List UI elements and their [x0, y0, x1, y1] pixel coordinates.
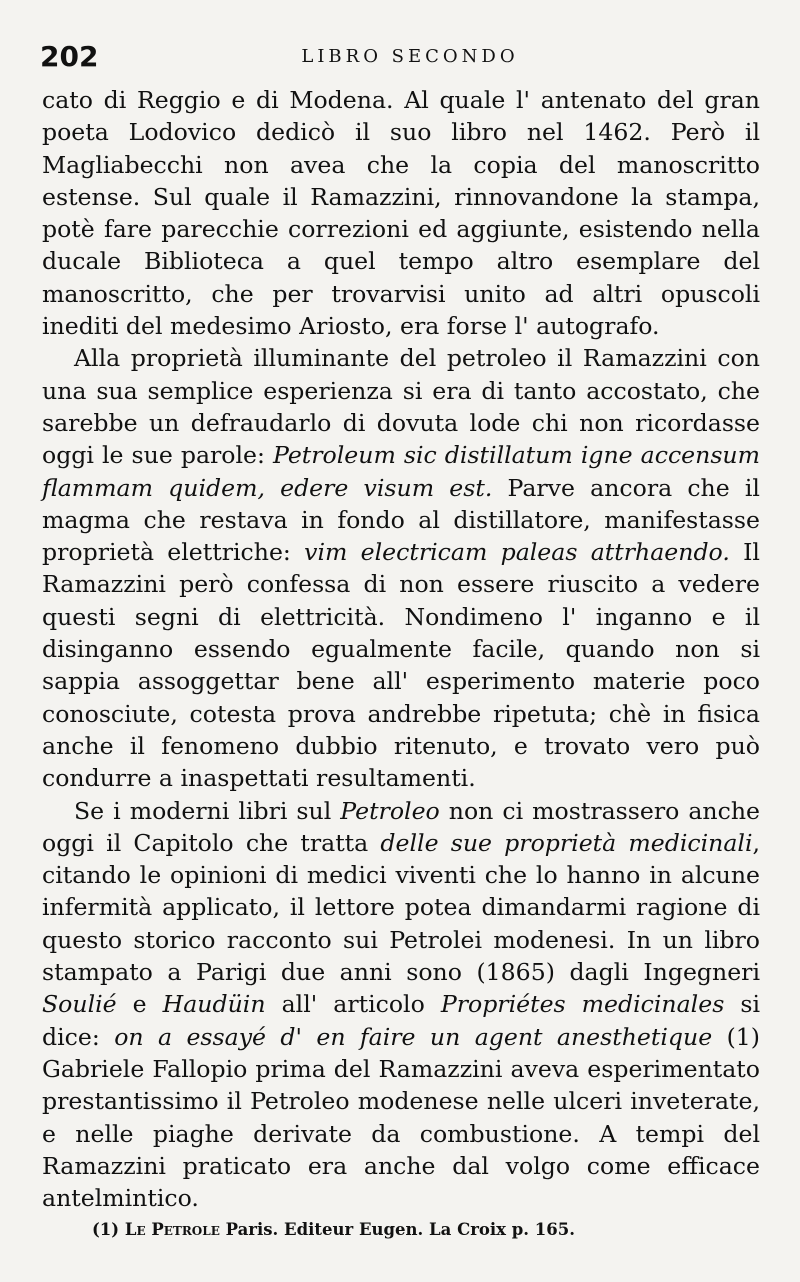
running-title: LIBRO SECONDO [301, 46, 519, 67]
footnote-title: Le Petrole [124, 1220, 220, 1239]
p3-italic-hauduin: Haudüin [162, 990, 266, 1019]
p2-latin-quote-2: vim electricam paleas attrhaendo. [304, 538, 730, 567]
p3-text-b: non ci mostrassero anche oggi il Capitolo che tratta [42, 796, 760, 857]
p3-text-e: all' articolo [265, 990, 441, 1019]
page-number: 202 [40, 40, 99, 73]
footnote [92, 1218, 712, 1242]
paragraph-1: cato di Reggio e di Modena. Al quale l' antenato del gran poeta Lodovico dedicò il suo libro nel 1462. Però il Magliabecchi non avea che la copia del manoscritto estense. Sul quale il Ramazzini, rinnovandone la stampa, potè fare parecchie correzioni ed aggiunte, esistendo nella ducale Biblioteca a quel tempo altro esemplare del manoscritto, che per trovarvisi unito ad altri opuscoli inediti del medesimo Ariosto, era forse l' autografo. [42, 86, 760, 341]
p3-italic-article: Propriétes medicinales [440, 990, 725, 1019]
p3-text-a: Se i moderni libri sul [74, 796, 341, 825]
paragraph-3 [42, 795, 760, 1215]
p2-text-c: Il Ramazzini però confessa di non essere riuscito a vedere questi segni di elettricità. Nondimeno l' inganno e il disinganno essendo egualmente facile, quando non si sappia assoggettar bene all' esperimento materie poco conosciute, cotesta prova andrebbe ripetuta; chè in fisica anche il fenomeno dubbio ritenuto, e trovato vero può condurre a inaspettati resultamenti. [42, 538, 760, 793]
p2-latin-quote-1: Petroleum sic distillatum igne accensum flammam quidem, edere visum est. [42, 441, 760, 502]
paragraph-2 [42, 342, 760, 794]
footnote-citation: Paris. Editeur Eugen. La Croix p. 165. [225, 1220, 575, 1239]
p3-text-g: (1) Gabriele Fallopio prima del Ramazzini aveva esperimentato prestantissimo il Petroleo modenese nelle ulceri inveterate, e nelle piaghe derivate da combustione. A tempi del Ramazzini praticato era anche dal volgo come efficace antelmintico. [42, 1022, 761, 1213]
p3-text-d: e [116, 990, 163, 1019]
p3-text-f: si dice: [42, 990, 760, 1051]
page-header [40, 40, 760, 74]
p3-text-c: , citando le opinioni di medici viventi che lo hanno in alcune infermità applicato, il lettore potea dimandarmi ragione di questo storico racconto sui Petrolei modenesi. In un libro stampato a Parigi due anni sono (1865) dagli Ingegneri [42, 828, 760, 987]
footnote-marker: (1) [92, 1220, 120, 1239]
body-text [42, 84, 760, 1214]
p3-italic-petroleo: Petroleo [340, 796, 440, 825]
p3-italic-chapter: delle sue proprietà medicinali [380, 828, 753, 857]
p2-text-b: Parve ancora che il magma che restava in fondo al distillatore, manifestasse proprietà elettriche: [42, 473, 760, 567]
p3-italic-french-quote: on a essayé d' en faire un agent anesthetique [114, 1022, 713, 1051]
p2-text-a: Alla proprietà illuminante del petroleo il Ramazzini con una sua semplice esperienza si era di tanto accostato, che sarebbe un defraudarlo di dovuta lode chi non ricordasse oggi le sue parole: [42, 344, 760, 470]
p3-italic-soulie: Soulié [42, 990, 117, 1019]
